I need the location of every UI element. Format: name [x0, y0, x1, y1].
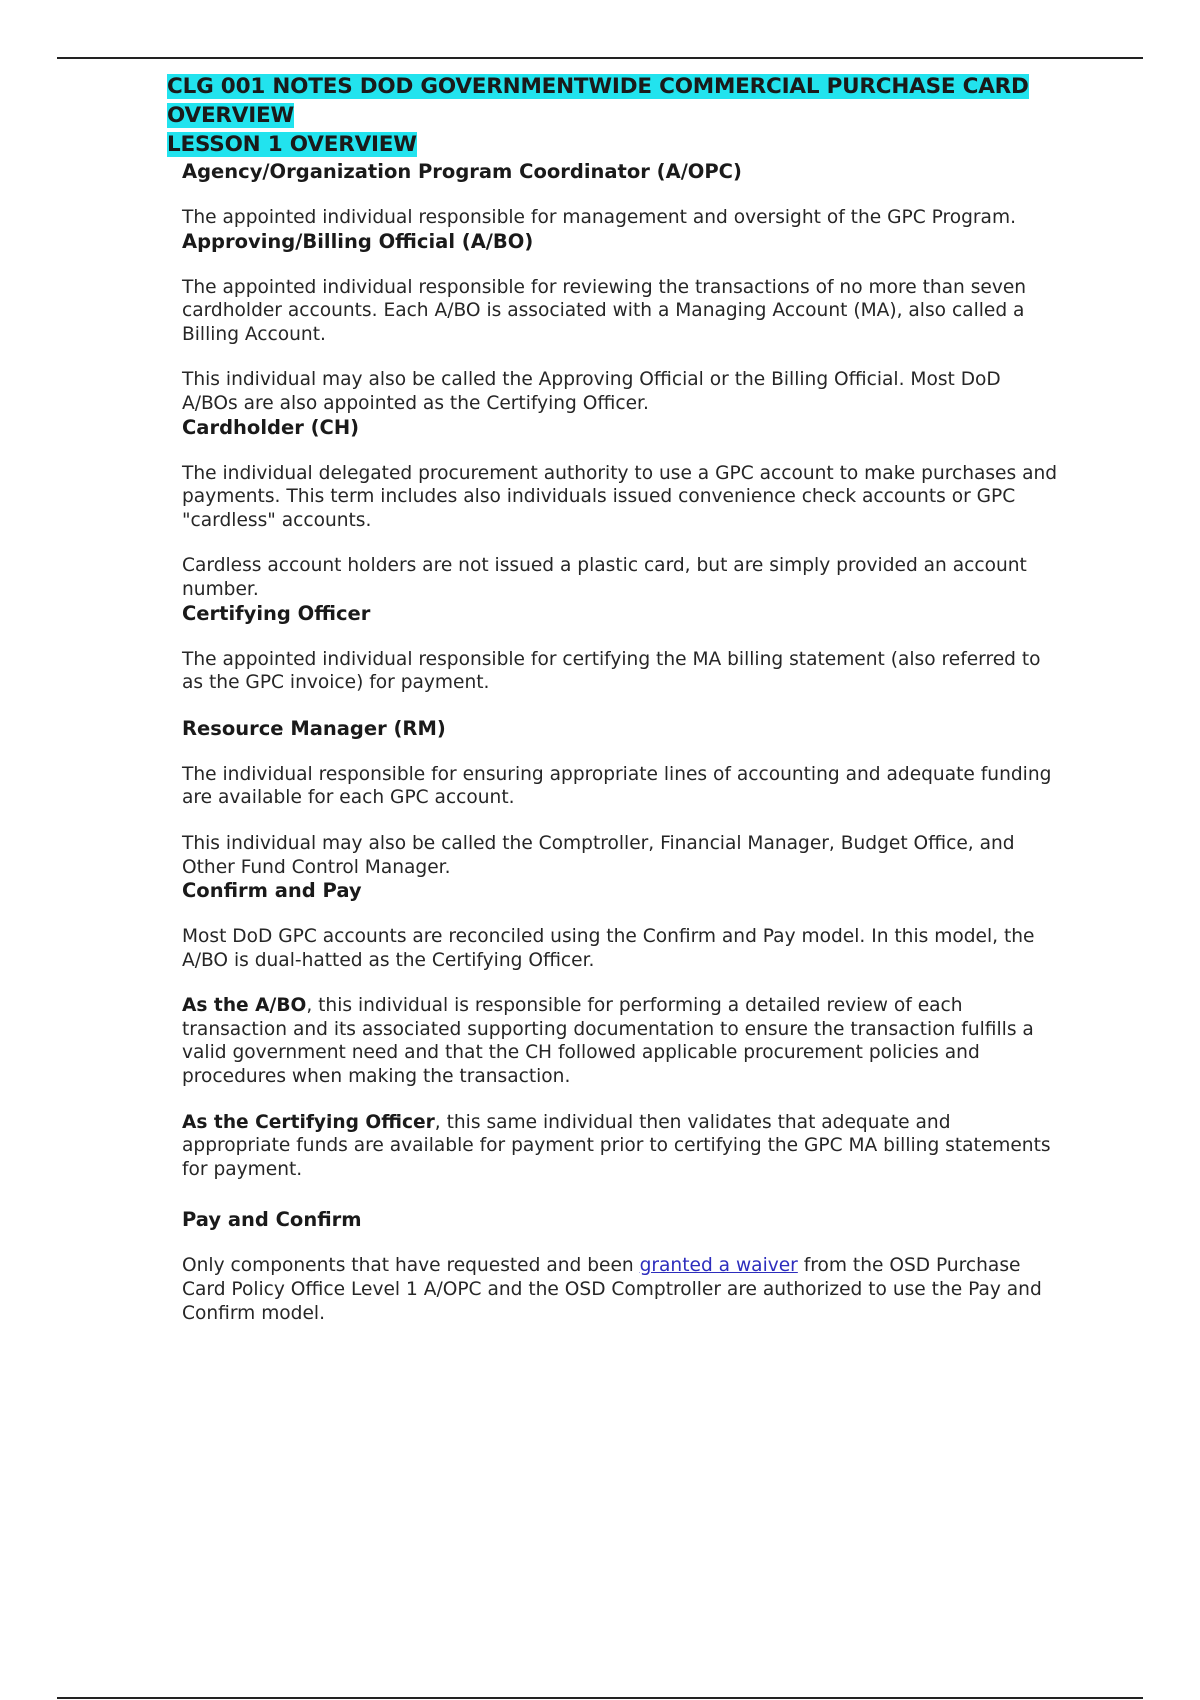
top-rule [57, 57, 1143, 59]
document-body [182, 160, 1062, 1325]
abo-role-label: As the A/BO [182, 995, 307, 1017]
heading-pay-and-confirm: Pay and Confirm [182, 1208, 362, 1232]
heading-resource-manager: Resource Manager (RM) [182, 716, 446, 740]
confirm-and-pay-certifying-role [182, 1111, 1062, 1182]
certifying-officer-description: The appointed individual responsible for certifying the MA billing statement (also referred to as the GPC invoice) for payment. [182, 648, 1041, 694]
resource-manager-note: This individual may also be called the Comptroller, Financial Manager, Budget Office, and Other Fund Control Manager. [182, 832, 1015, 878]
cardholder-note: Cardless account holders are not issued a plastic card, but are simply provided an account number. [182, 555, 1027, 600]
confirm-and-pay-description: Most DoD GPC accounts are reconciled using the Confirm and Pay model. In this model, the A/BO is dual-hatted as the Certifying Officer. [182, 926, 1035, 971]
title-line-2: LESSON 1 OVERVIEW [167, 132, 417, 157]
heading-certifying-officer: Certifying Officer [182, 601, 371, 625]
cardholder-description: The individual delegated procurement authority to use a GPC account to make purchases and payments. This term includes also individuals issued convenience check accounts or GPC "cardless" accounts. [182, 462, 1058, 531]
heading-aopc: Agency/Organization Program Coordinator (A/OPC) [182, 160, 742, 183]
pay-and-confirm-description [182, 1254, 1062, 1325]
heading-confirm-and-pay: Confirm and Pay [182, 879, 362, 903]
granted-waiver-link[interactable]: granted a waiver [639, 1255, 798, 1277]
pay-and-confirm-text-start: Only components that have requested and been [182, 1255, 640, 1277]
abo-note: This individual may also be called the Approving Official or the Billing Official. Most DoD A/BOs are also appointed as the Certifying Officer. [182, 369, 1001, 414]
abo-role-text: , this individual is responsible for performing a detailed review of each transaction and its associated supporting documentation to ensure the transaction fulfills a valid government need and that the CH followed applicable procurement policies and procedures when making the transaction. [182, 995, 1034, 1088]
heading-abo: Approving/Billing Official (A/BO) [182, 229, 534, 253]
abo-description: The appointed individual responsible for reviewing the transactions of no more than seven cardholder accounts. Each A/BO is associated with a Managing Account (MA), also called a Billing Account. [182, 276, 1027, 345]
resource-manager-description: The individual responsible for ensuring appropriate lines of accounting and adequate funding are available for each GPC account. [182, 763, 1052, 809]
certifying-role-label: As the Certifying Officer [182, 1111, 435, 1133]
confirm-and-pay-abo-role [182, 994, 1062, 1088]
pay-and-confirm-text-end: from the OSD Purchase Card Policy Office Level 1 A/OPC and the OSD Comptroller are authorized to use the Pay and Confirm model. [182, 1255, 1042, 1324]
document-title [167, 72, 1117, 159]
aopc-description: The appointed individual responsible for management and oversight of the GPC Program. [182, 207, 1016, 228]
bottom-rule [57, 1697, 1143, 1699]
title-line-1: CLG 001 NOTES DOD GOVERNMENTWIDE COMMERCIAL PURCHASE CARD OVERVIEW [167, 74, 1029, 128]
certifying-role-text: , this same individual then validates that adequate and appropriate funds are available for payment prior to certifying the GPC MA billing statements for payment. [182, 1111, 1051, 1180]
heading-cardholder: Cardholder (CH) [182, 415, 360, 439]
